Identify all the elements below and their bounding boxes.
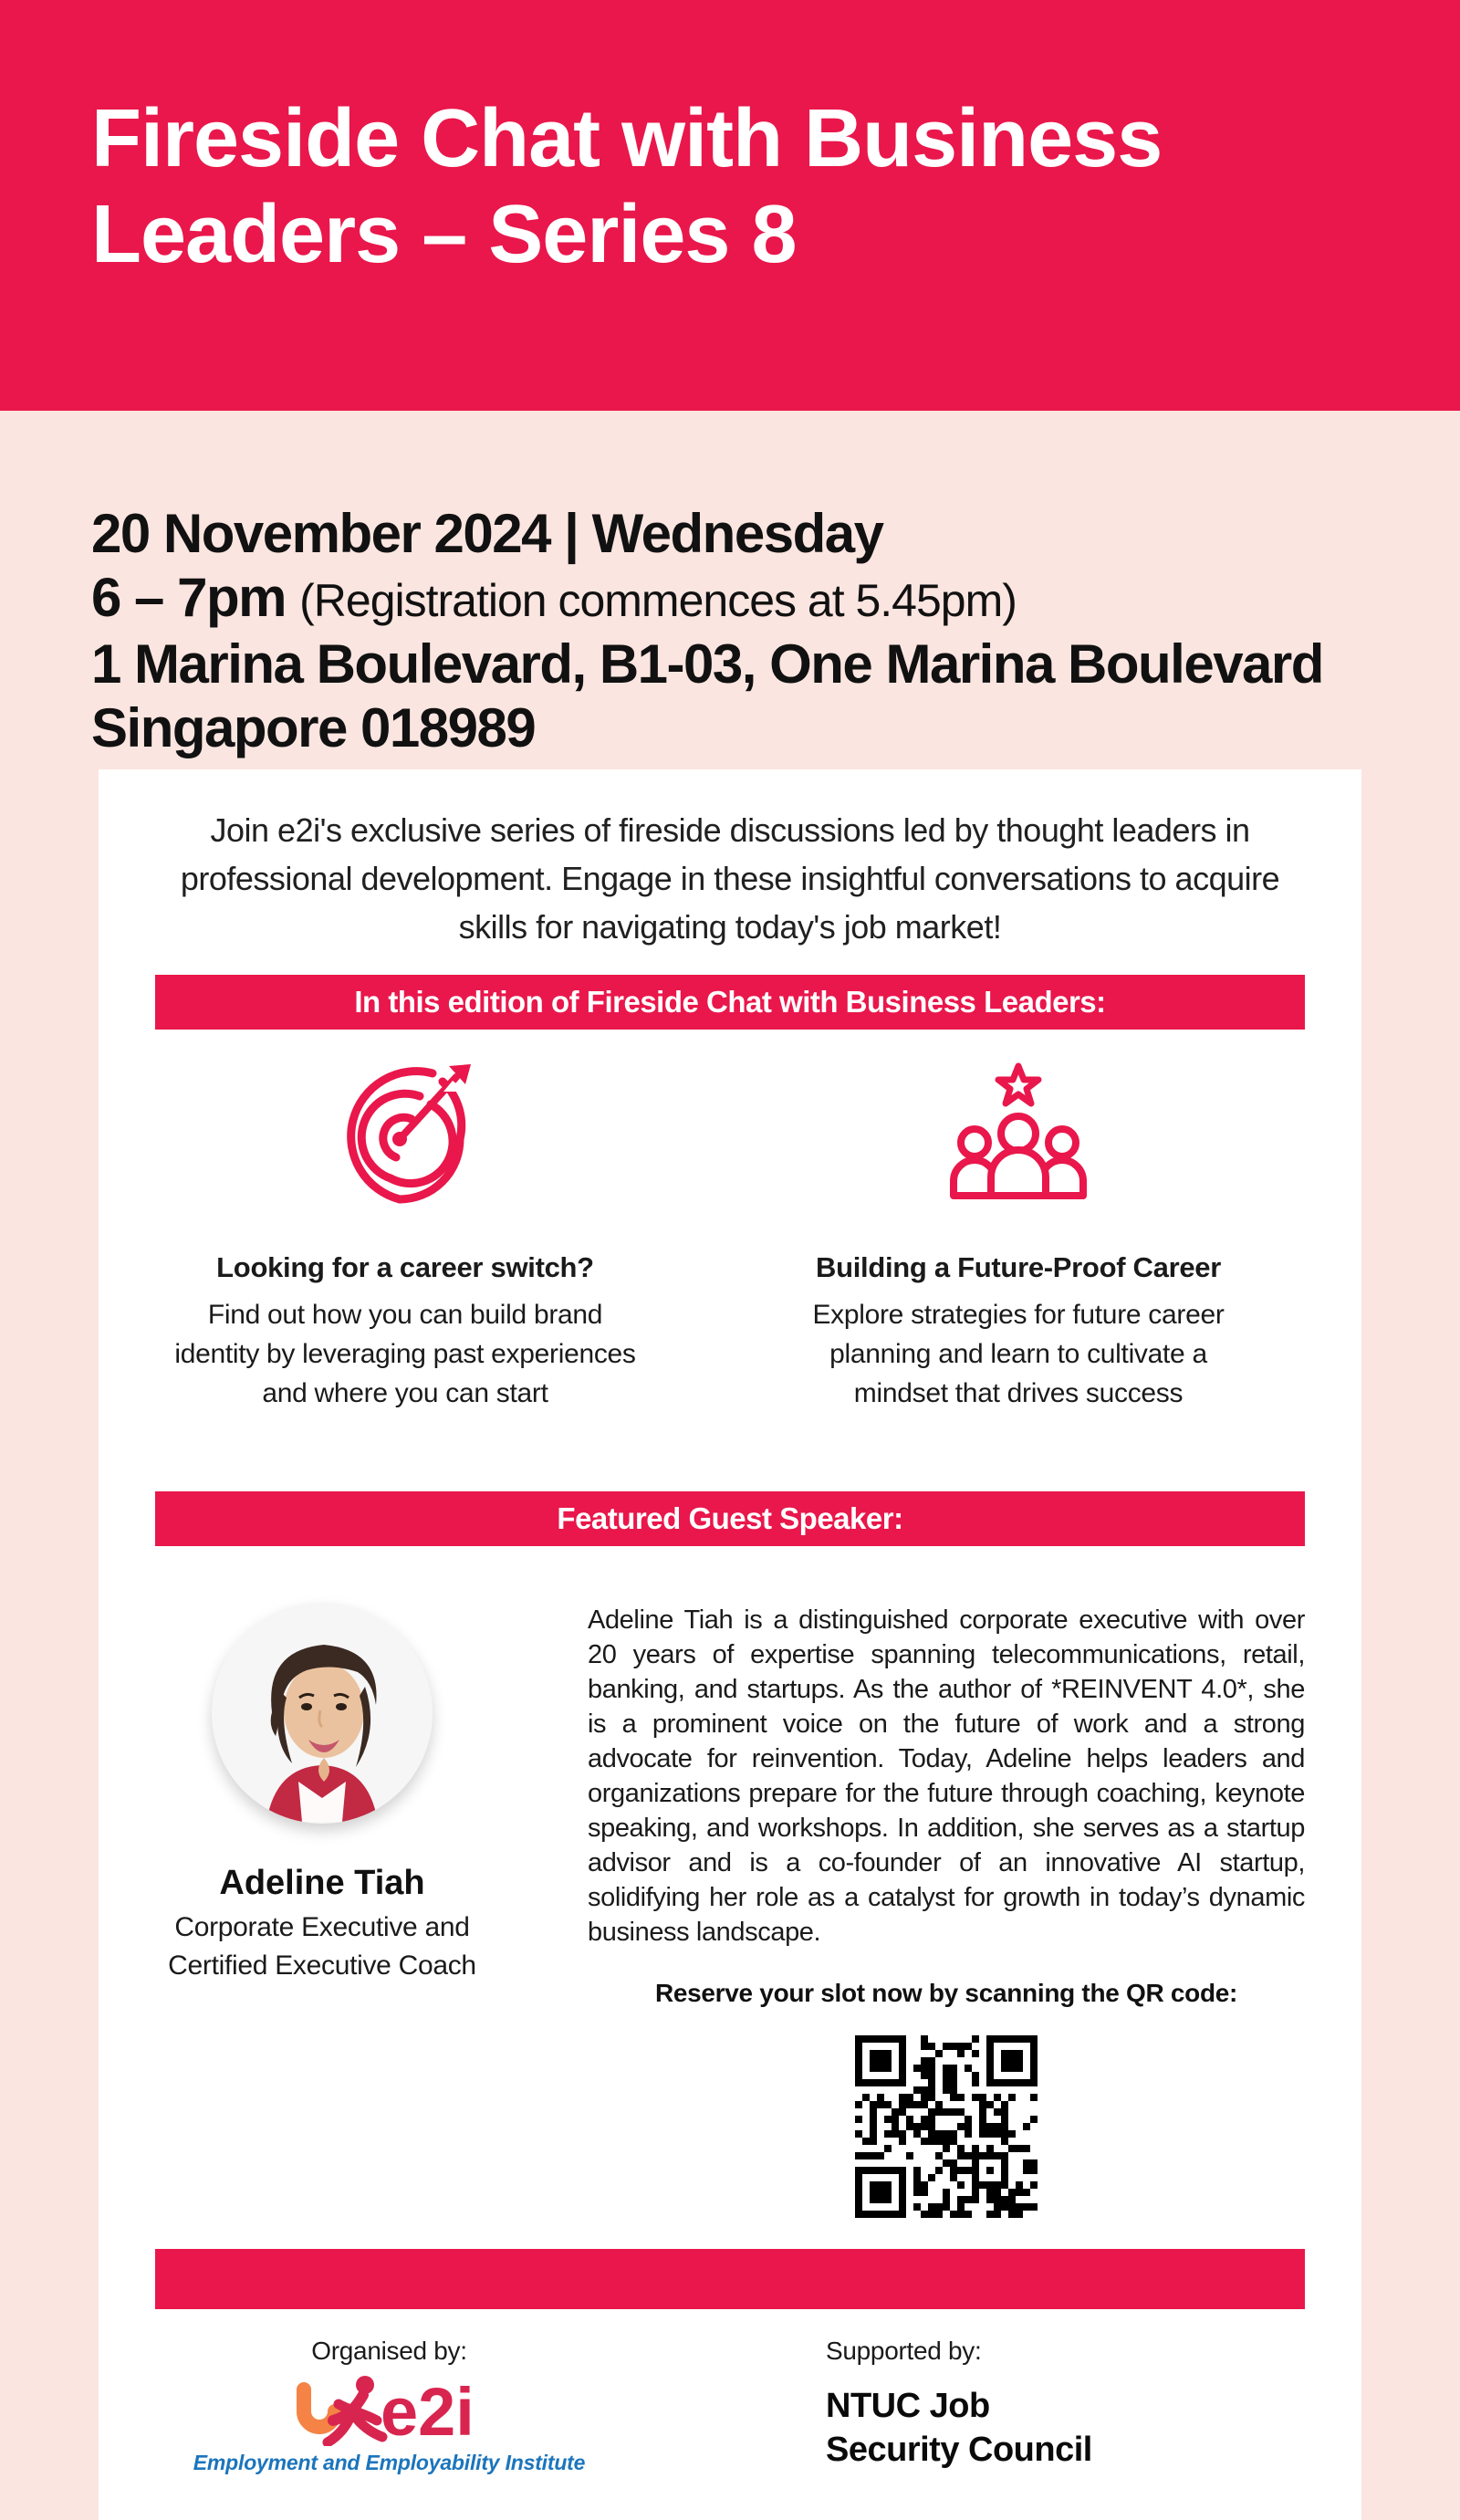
event-time: 6 – 7pm <box>91 567 286 628</box>
speaker-portrait-illustration <box>212 1603 433 1824</box>
feature-title: Looking for a career switch? <box>216 1251 594 1283</box>
features-row <box>99 1053 1361 1413</box>
header-banner <box>0 0 1460 411</box>
event-time-line <box>91 566 1387 633</box>
target-arrow-icon <box>332 1061 478 1207</box>
speaker-banner <box>155 1491 1305 1546</box>
feature-future-proof <box>712 1053 1325 1413</box>
speaker-photo <box>212 1603 433 1824</box>
speaker-name: Adeline Tiah <box>219 1864 425 1902</box>
edition-banner-label: In this edition of Fireside Chat with Business Leaders: <box>354 985 1106 1019</box>
footer-divider-bar <box>155 2249 1305 2309</box>
supported-by-label: Supported by: <box>826 2337 982 2365</box>
speaker-profile <box>99 1603 546 2218</box>
organised-by-label: Organised by: <box>311 2337 467 2365</box>
supporter-block <box>826 2337 1092 2475</box>
content-card <box>99 769 1361 2520</box>
intro-paragraph: Join e2i's exclusive series of fireside discussions led by thought leaders in professional development. Engage in these insightful conversations to acquire skills for navigating today's job market! <box>180 811 1280 946</box>
e2i-logo-text: e2i <box>380 2374 474 2446</box>
feature-text: Find out how you can build brand identity by leveraging past experiences and where you can start <box>174 1300 636 1408</box>
e2i-logo <box>244 2373 536 2446</box>
page-title: Fireside Chat with Business Leaders – Series 8 <box>91 93 1163 281</box>
feature-career-switch <box>99 1053 712 1413</box>
speaker-banner-label: Featured Guest Speaker: <box>557 1501 903 1535</box>
speaker-section <box>99 1603 1361 2218</box>
event-address-line1: 1 Marina Boulevard, B1-03, One Marina Boulevard <box>91 633 1323 695</box>
event-date: 20 November 2024 | Wednesday <box>91 503 883 564</box>
registration-note: (Registration commences at 5.45pm) <box>299 575 1017 626</box>
feature-title: Building a Future-Proof Career <box>816 1251 1221 1283</box>
feature-text: Explore strategies for future career planning and learn to cultivate a mindset that drives success <box>812 1300 1225 1408</box>
speaker-details <box>546 1603 1361 2218</box>
organiser-block <box>99 2337 680 2475</box>
speaker-role: Corporate Executive and Certified Executive Coach <box>168 1912 476 1981</box>
reserve-label: Reserve your slot now by scanning the QR code: <box>654 1979 1238 2007</box>
registration-qr-code <box>855 2035 1038 2218</box>
supporter-name: NTUC Job Security Council <box>826 2387 1092 2469</box>
edition-banner <box>155 975 1305 1030</box>
e2i-tagline: Employment and Employability Institute <box>193 2451 586 2474</box>
footer-row <box>99 2337 1361 2475</box>
speaker-bio: Adeline Tiah is a distinguished corporate executive with over 20 years of expertise spanning telecommunications, retail, banking, and startups. As the author of *REINVENT 4.0*, she is a prominent voice on the future of work and a strong advocate for reinvention. Today, Adeline helps leaders and organizations prepare for the future through coaching, keynote speaking, and workshops. In addition, she serves as a startup advisor and is a co-founder of an innovative AI startup, solidifying her role as a catalyst for growth in today’s dynamic business landscape. <box>588 1605 1305 1947</box>
team-star-icon <box>941 1061 1096 1207</box>
event-details <box>0 411 1460 760</box>
event-address-line2: Singapore 018989 <box>91 697 536 758</box>
